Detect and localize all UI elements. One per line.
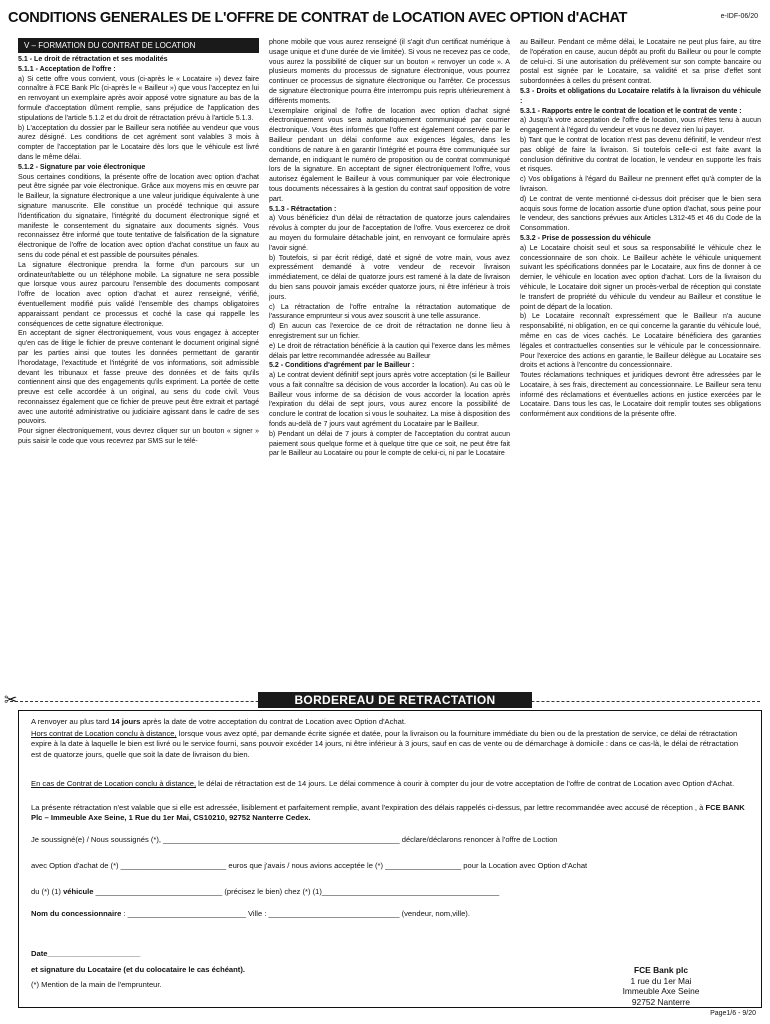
paragraph: L'exemplaire original de l'offre de location avec option d'achat signé électroniquement vous sera automatiquement communiqué par courrier électronique. Vous êtes informés que l'offre est également conservée par le Bailleur pendant un délai conforme aux exigences légales, dans les conditions de nature à en garantir l'intégrité et pourra être communiquée sur demande, en indiquant le numéro de proposition ou de contrat communiqué lors de la signature. En acceptant de signer électroniquement l'offre, vous autorisez également le Bailleur à vous communiquer par voie électronique tous documents nécessaires à la gestion du contrat sauf opposition de votre part.: [269, 107, 510, 203]
hors-distance-block: [31, 729, 749, 760]
paragraph: b) Toutefois, si par écrit rédigé, daté et signé de votre main, vous avez expressément demandé à votre vendeur de recevoir livraison immédiatement, ce délai de quatorze jours est ramené à la date de livraison du bien sans pouvoir jamais excéder quatorze jours, ni être inférieur à trois jours.: [269, 254, 510, 301]
footnote: (*) Mention de la main de l'emprunteur.: [31, 980, 162, 989]
column-1: [18, 38, 259, 692]
heading-5-3: 5.3 - Droits et obligations du Locataire relatifs à la livraison du véhicule :: [520, 87, 761, 105]
distance-block: [31, 779, 749, 789]
validity-block: [31, 803, 749, 824]
page-title: CONDITIONS GENERALES DE L'OFFRE DE CONTRAT de LOCATION AVEC OPTION d'ACHAT: [8, 10, 628, 26]
heading-5-2: 5.2 - Conditions d'agrément par le Bailleur :: [269, 362, 415, 370]
page-number: Page1/6 - 9/20: [710, 1010, 756, 1017]
document-reference: e-IDF-06/20: [720, 13, 758, 20]
paragraph: e) Le droit de rétractation bénéficie à la caution qui l'exerce dans les mêmes délais par lettre recommandée adressée au Bailleur: [269, 342, 510, 360]
form-line-declarant[interactable]: Je soussigné(e) / Nous soussignés (*), ________________________________________________________ déclare/déclarons renoncer à l'offre de Loction: [31, 835, 558, 844]
form-line-vehicle[interactable]: [31, 887, 749, 897]
validity-text: La présente rétractation n'est valable que si elle est adressée, lisiblement et parfaitement remplie, avant l'expiration des délais rappelés ci-dessus, par lettre recommandée avec accusé de réception , à: [31, 803, 706, 812]
paragraph: c) Vos obligations à l'égard du Bailleur ne prennent effet qu'à compter de la livraison.: [520, 176, 761, 193]
heading-5-1-3: 5.1.3 - Rétractation :: [269, 205, 337, 213]
distance-text: le délai de rétractation est de 14 jours. Le délai commence à courir à compter du jour de votre acceptation de l'offre de contrat de Location avec Option d'Achat.: [196, 779, 735, 788]
paragraph: b) Le Locataire reconnaît expressément que le Bailleur n'a aucune responsabilité, ni obligation, en ce qui concerne la garantie du véhicule loué, même en cas de vices cachés. Le Locataire bénéficiera des garanties légales et contractuelles consenties sur le véhicule par le concessionnaire. Pour l'exercice des actions en garantie, le Bailleur délègue au Locataire ses droits et actions à l'encontre du concessionnaire.: [520, 313, 761, 370]
paragraph: phone mobile que vous aurez renseigné (il s'agit d'un certificat numérique à usage unique et d'une durée de vie limitée). Si vous ne recevez pas ce code, vous aurez la possibilité de cliquer sur un bouton « renvoyer un code ». A plusieurs moments du processus de signature électronique, vous pourrez continuer ce processus de signature électronique ou l'arrêter. Ce processus de signature électronique pourra être interrompu puis repris ultérieurement à différents moments.: [269, 39, 510, 105]
column-2: [269, 38, 510, 692]
paragraph: au Bailleur. Pendant ce même délai, le Locataire ne peut plus faire, au titre de l'opération en cause, aucun dépôt au profit du Bailleur ou pour le compte de celui-ci. Si une autorisation du prélèvement sur son compte bancaire ou postal est signée par le Locataire, sa validité et sa prise d'effet sont subordonnées à celles du présent contrat.: [520, 39, 761, 86]
paragraph: b) Pendant un délai de 7 jours à compter de l'acceptation du contrat aucun paiement sous quelque forme et à quelque titre que ce soit, ne peut être fait par le Bailleur au Locataire ou pour le compte de celui-ci, ni par le Locataire: [269, 430, 510, 458]
heading-5-3-1: 5.3.1 - Rapports entre le contrat de location et le contrat de vente :: [520, 107, 742, 115]
signature-label: et signature du Locataire (et du colocataire le cas échéant).: [31, 965, 245, 974]
scissors-icon: ✂: [4, 692, 18, 709]
paragraph: a) Vous bénéficiez d'un délai de rétractation de quatorze jours calendaires révolus à compter du jour de l'acceptation de l'offre. Vous exercerez ce droit au moyen du formulaire détachable joint, en renvoyant ce formulaire après l'avoir signé.: [269, 215, 510, 252]
hors-distance-title: Hors contrat de Location conclu à distance,: [31, 729, 177, 738]
vehicle-prefix: du (*) (1): [31, 887, 64, 896]
address-company: FCE Bank plc: [634, 965, 688, 975]
paragraph: En acceptant de signer électroniquement, vous vous engagez à accepter qu'en cas de litige le fichier de preuve contenant le document original signé par les parties ainsi que toutes les données permettant de garantir l'horodatage, l'exactitude et l'intégrité de vos informations, soit admissible devant les tribunaux et fasse preuve des données et de faits qu'ils contiennent ainsi que des engagements qu'ils expriment. La portée de cette preuve est celle accordée à un original, au sens du code civil. Vous reconnaissez également que ce fichier de preuve peut être extrait et partagé avec une autorité administrative ou judiciaire agissant dans le cadre de ses pouvoirs.: [18, 330, 259, 426]
paragraph: b) Tant que le contrat de location n'est pas devenu définitif, le vendeur n'est pas obligé de faire la livraison. Si toutefois celle-ci est faite avant la conclusion définitive du contrat de location, le vendeur en supporte les frais et risques.: [520, 136, 761, 174]
paragraph: a) Le Locataire choisit seul et sous sa responsabilité le véhicule chez le concessionnaire de son choix. Le Bailleur achète le véhicule uniquement suivant les spécifications données par le Locataire, aux fins de donner à ce dernier, le véhicule en location avec option d'achat. Lors de la livraison du véhicule, le Locataire doit signer un procès-verbal de réception qui constate le transfert de propriété du véhicule du vendeur au Bailleur et constitue le point de départ de la location.: [520, 244, 761, 311]
intro-text: après la date de votre acceptation du contrat de Location avec Option d'Achat.: [140, 717, 407, 726]
paragraph: Toutes réclamations techniques et juridiques devront être adressées par le Locataire, à ses frais, directement au concessionnaire. Le Bailleur sera tenu informé des réclamations et éventuelles actions en justice exercées par le Locataire. Dans tous les cas, le Locataire doit remplir toutes ses obligations conformément aux conditions de la présente offre.: [520, 372, 761, 419]
date-field[interactable]: Date______________________: [31, 949, 141, 958]
return-address: [593, 965, 729, 1007]
paragraph: b) L'acceptation du dossier par le Bailleur sera notifiée au vendeur que vous aurez désigné. Les conditions de cet agrément sont valables 3 mois à compter de l'acceptation par le Locataire dès lors que le véhicule est livré dans le même délai.: [18, 124, 259, 161]
form-line-amount[interactable]: avec Option d'achat de (*) _________________________ euros que j'avais / nous avions acceptée le (*) __________________ pour la Location avec Option d'Achat: [31, 861, 588, 870]
address-city: 92752 Nanterre: [631, 996, 691, 1007]
heading-5-1-1: 5.1.1 - Acceptation de l'offre :: [18, 65, 116, 73]
paragraph: a) Jusqu'à votre acceptation de l'offre de location, vous n'êtes tenu à aucun engagement à l'égard du vendeur et vous ne devez rien lui payer.: [520, 117, 761, 135]
terms-columns: [18, 38, 762, 692]
paragraph: d) En aucun cas l'exercice de ce droit de rétractation ne donne lieu à enregistrement sur un fichier.: [269, 323, 510, 340]
heading-5-1-2: 5.1.2 - Signature par voie électronique: [18, 163, 146, 171]
intro-days: 14 jours: [111, 717, 141, 726]
column-3: [520, 38, 761, 692]
section-title: V – FORMATION DU CONTRAT DE LOCATION: [18, 38, 259, 53]
intro: [31, 717, 749, 727]
paragraph: d) Le contrat de vente mentionné ci-dessus doit préciser que le bien sera acquis sous forme de location assortie d'une option d'achat, sous peine pour le vendeur, des sanctions prévues aux Articles L312-45 et 46 du Code de la Consommation.: [520, 195, 761, 233]
intro-text: A renvoyer au plus tard: [31, 717, 112, 726]
vehicle-fields: ______________________________ (précisez le bien) chez (*) (1)__________________________________________: [93, 887, 500, 896]
form-line-dealer[interactable]: [31, 909, 749, 919]
paragraph: a) Le contrat devient définitif sept jours après votre acceptation (si le Bailleur vous a fait connaître sa décision de vous accorder la location). Au cas où le Bailleur vous informe de sa décision de vous accorder la location après l'expiration du délai de sept jours, vous aurez encore la possibilité de conclure le contrat de location si vous le souhaitez. La mise à disposition des fonds au-delà de 7 jours vaut agrément du Locataire par le Bailleur.: [269, 372, 510, 429]
heading-5-3-2: 5.3.2 - Prise de possession du véhicule: [520, 234, 651, 242]
address-building: Immeuble Axe Seine: [622, 986, 700, 996]
bordereau-title: BORDEREAU DE RETRACTATION: [258, 692, 532, 708]
paragraph: Sous certaines conditions, la présente offre de location avec option d'achat peut être signée par voie électronique. Grâce aux moyens mis en œuvre par le Bailleur, la signature électronique a une valeur juridique équivalente à une signature manuscrite. Elle constitue un procédé technique qui assure l'identification du signataire, l'intégrité du document électronique signé et manifeste le consentement du signataire aux documents signés. Vous reconnaissez être informé que toute tentative de falsification de la signature électronique de l'offre de location avec option d'achat constitue un faux au sens du code pénal et est passible de poursuites pénales.: [18, 173, 259, 259]
dealer-fields: : ____________________________ Ville : _______________________________ (vendeur, nom,ville).: [121, 909, 470, 918]
paragraph: c) La rétractation de l'offre entraîne la rétractation automatique de l'assurance emprunteur si vous avez souscrit à une telle assurance.: [269, 303, 510, 321]
bordereau-form: [18, 710, 762, 1008]
vehicle-label: véhicule: [63, 887, 94, 896]
paragraph: a) Si cette offre vous convient, vous (ci-après le « Locataire ») devez faire connaître à FCE Bank Plc (ci-après le « Bailleur ») que vous l'acceptez en lui en renvoyant un exemplaire après avoir apposé votre signature au bas de la formule d'acceptation dûment remplie, sans préjudice de l'application des stipulations de l'article 5.1.2 et du droit de rétractation prévu à l'article 5.1.3.: [18, 75, 259, 122]
address-street: 1 rue du 1er Mai: [630, 975, 692, 986]
hors-distance-text: lorsque vous avez opté, par demande écrite signée et datée, pour la livraison ou la fourniture immédiate du bien ou de la prestation de service, ce délai de rétractation expire à la date à laquelle le bien est livré ou le service fourni, sans pouvoir excéder 14 jours, ni être inférieur à 3 jours, sauf en cas de vente ou de démarchage à domicile : dans ce cas-là, le délai de rétractation est de quatorze jours, quelle que soit la date de livraison du bien.: [31, 729, 739, 759]
paragraph: La signature électronique prendra la forme d'un parcours sur un ordinateur/tablette ou un téléphone mobile. La signature ne sera possible que lorsque vous aurez parcouru l'ensemble des documents composant l'offre de location avec option d'achat et aurez renseigné, vérifié, éventuellement modifié puis validé l'ensemble des champs obligatoires apparaissant pendant ce processus et coché la case qui rappelle les conséquences de cette signature électronique.: [18, 261, 259, 328]
dealer-label: Nom du concessionnaire: [31, 909, 122, 918]
paragraph: Pour signer électroniquement, vous devrez cliquer sur un bouton « signer » puis saisir le code que vous recevrez par SMS sur le télé-: [18, 428, 259, 446]
heading-5-1: 5.1 - Le droit de rétractation et ses modalités: [18, 56, 168, 63]
distance-title: En cas de Contrat de Location conclu à distance,: [31, 779, 197, 788]
fce-address: FCE BANK Plc – Immeuble Axe Seine, 1 Rue du 1er Mai, CS10210, 92752 Nanterre Cedex.: [31, 803, 745, 823]
